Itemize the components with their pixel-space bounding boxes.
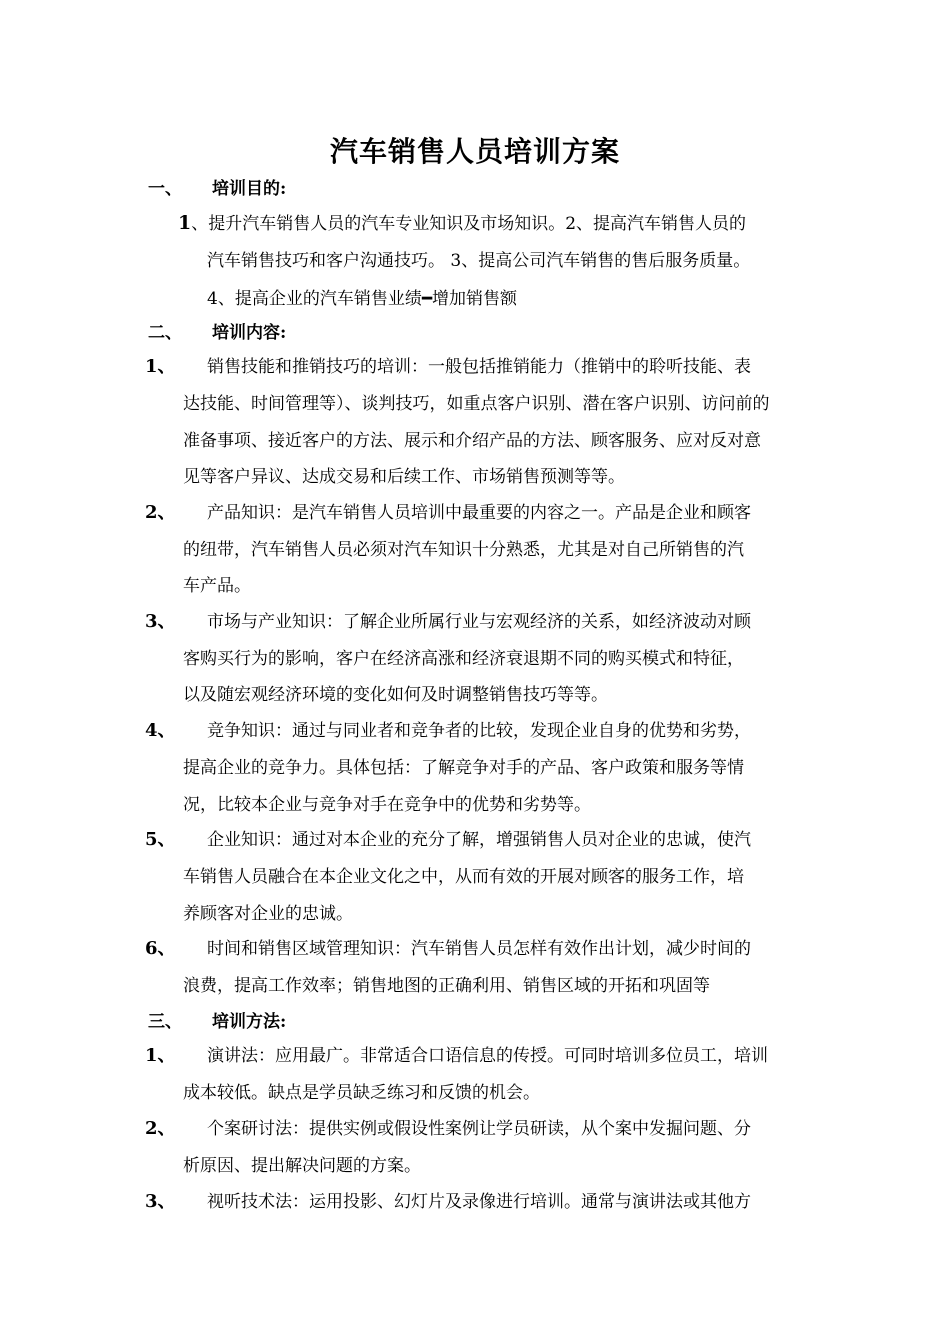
item-number: 1、 — [145, 356, 176, 377]
item-text: 达技能、时间管理等）、谈判技巧，如重点客户识别、潜在客户识别、访问前的 — [183, 394, 770, 414]
list-item — [0, 1118, 950, 1140]
item-text: 成本较低。缺点是学员缺乏练习和反馈的机会。 — [183, 1083, 540, 1103]
list-item — [0, 356, 950, 378]
list-item — [0, 829, 950, 851]
item-text: 车销售人员融合在本企业文化之中，从而有效的开展对顾客的服务工作，培 — [183, 867, 744, 887]
item-text: 时间和销售区域管理知识：汽车销售人员怎样有效作出计划，减少时间的 — [207, 939, 751, 959]
objective-line: 汽车销售技巧和客户沟通技巧。 3、提高公司汽车销售的售后服务质量。 — [207, 251, 751, 271]
item-number: 3、 — [145, 611, 176, 632]
item-text: 演讲法：应用最广。非常适合口语信息的传授。可同时培训多位员工，培训 — [207, 1046, 768, 1066]
item-text: 市场与产业知识：了解企业所属行业与宏观经济的关系，如经济波动对顾 — [207, 612, 751, 632]
section-title: 培训目的: — [212, 179, 287, 199]
list-item — [0, 720, 950, 742]
objective-line — [178, 212, 746, 234]
item-text: 视听技术法：运用投影、幻灯片及录像进行培训。通常与演讲法或其他方 — [207, 1192, 751, 1212]
item-text: 浪费，提高工作效率；销售地图的正确利用、销售区域的开拓和巩固等 — [183, 976, 710, 996]
section-title: 培训内容: — [212, 323, 287, 343]
section-title: 培训方法: — [212, 1012, 287, 1032]
section-number: 三、 — [148, 1012, 182, 1032]
item-number: 2、 — [145, 1118, 176, 1139]
item-text: 况，比较本企业与竞争对手在竞争中的优势和劣势等。 — [183, 795, 591, 815]
list-item — [0, 1191, 950, 1213]
item-text: 客购买行为的影响，客户在经济高涨和经济衰退期不同的购买模式和特征， — [183, 649, 744, 669]
objective-line: 4、提高企业的汽车销售业绩━增加销售额 — [207, 289, 518, 309]
item-text: 车产品。 — [183, 576, 251, 596]
item-text: 以及随宏观经济环境的变化如何及时调整销售技巧等等。 — [183, 685, 608, 705]
item-text: 个案研讨法：提供实例或假设性案例让学员研读，从个案中发掘问题、分 — [207, 1119, 751, 1139]
item-number: 4、 — [145, 720, 176, 741]
list-item — [0, 1045, 950, 1067]
item-text: 提高企业的竞争力。具体包括：了解竞争对手的产品、客户政策和服务等情 — [183, 758, 744, 778]
objective-number: 1 — [178, 212, 192, 234]
item-text: 的纽带，汽车销售人员必须对汽车知识十分熟悉，尤其是对自己所销售的汽 — [183, 540, 744, 560]
item-text: 竞争知识：通过与同业者和竞争者的比较，发现企业自身的优势和劣势， — [207, 721, 751, 741]
objective-text: 、提升汽车销售人员的汽车专业知识及市场知识。2、提高汽车销售人员的 — [191, 214, 747, 234]
section-number: 一、 — [148, 179, 182, 199]
list-item — [0, 938, 950, 960]
item-number: 1、 — [145, 1045, 176, 1066]
document-title: 汽车销售人员培训方案 — [329, 135, 620, 168]
item-text: 销售技能和推销技巧的培训：一般包括推销能力（推销中的聆听技能、表 — [207, 357, 751, 377]
section-heading — [0, 1011, 950, 1033]
section-heading — [0, 178, 950, 200]
item-number: 5、 — [145, 829, 176, 850]
item-text: 养顾客对企业的忠诚。 — [183, 904, 353, 924]
section-number: 二、 — [148, 323, 182, 343]
item-text: 企业知识：通过对本企业的充分了解，增强销售人员对企业的忠诚，使汽 — [207, 830, 751, 850]
item-text: 析原因、提出解决问题的方案。 — [183, 1156, 421, 1176]
list-item — [0, 502, 950, 524]
item-text: 产品知识：是汽车销售人员培训中最重要的内容之一。产品是企业和顾客 — [207, 503, 751, 523]
section-heading — [0, 322, 950, 344]
item-text: 见等客户异议、达成交易和后续工作、市场销售预测等等。 — [183, 467, 625, 487]
item-number: 3、 — [145, 1191, 176, 1212]
item-text: 准备事项、接近客户的方法、展示和介绍产品的方法、顾客服务、应对反对意 — [183, 431, 761, 451]
item-number: 2、 — [145, 502, 176, 523]
list-item — [0, 611, 950, 633]
item-number: 6、 — [145, 938, 176, 959]
